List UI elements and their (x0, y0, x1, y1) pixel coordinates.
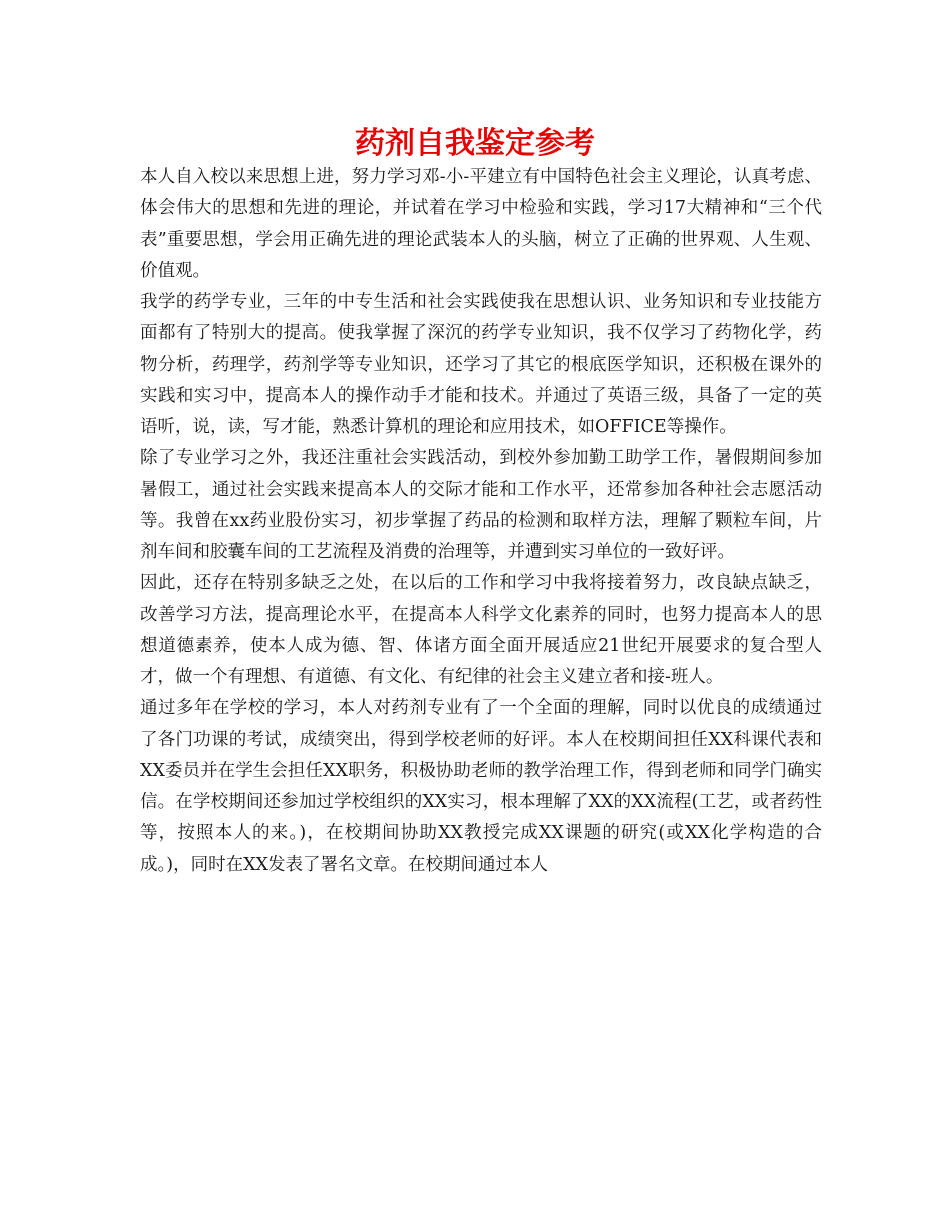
document-title: 药剂自我鉴定参考 (355, 126, 595, 161)
paragraph-2: 我学的药学专业，三年的中专生活和社会实践使我在思想认识、业务知识和专业技能方面都有了特别大的提高。使我掌握了深沉的药学专业知识，我不仅学习了药物化学，药物分析，药理学，药剂学等专业知识，还学习了其它的根底医学知识，还积极在课外的实践和实习中，提高本人的操作动手才能和技术。并通过了英语三级，具备了一定的英语听，说，读，写才能，熟悉计算机的理论和应用技术，如OFFICE等操作。 (140, 292, 822, 437)
paragraph-1: 本人自入校以来思想上进，努力学习邓-小-平建立有中国特色社会主义理论，认真考虑、体会伟大的思想和先进的理论，并试着在学习中检验和实践，学习17大精神和“三个代表”重要思想，学会用正确先进的理论武装本人的头脑，树立了正确的世界观、人生观、价值观。 (140, 167, 822, 281)
paragraph-5: 通过多年在学校的学习，本人对药剂专业有了一个全面的理解，同时以优良的成绩通过了各门功课的考试，成绩突出，得到学校老师的好评。本人在校期间担任XX科课代表和XX委员并在学生会担任XX职务，积极协助老师的教学治理工作，得到老师和同学门确实信。在学校期间还参加过学校组织的XX实习，根本理解了XX的XX流程(工艺，或者药性等，按照本人的来。)，在校期间协助XX教授完成XX课题的研究(或XX化学构造的合成。)，同时在XX发表了署名文章。在校期间通过本人 (140, 698, 822, 875)
document-body (140, 162, 822, 881)
paragraph-4: 因此，还存在特别多缺乏之处，在以后的工作和学习中我将接着努力，改良缺点缺乏，改善学习方法，提高理论水平，在提高本人科学文化素养的同时，也努力提高本人的思想道德素养，使本人成为德、智、体诸方面全面开展适应21世纪开展要求的复合型人才，做一个有理想、有道德、有文化、有纪律的社会主义建立者和接-班人。 (140, 573, 822, 687)
paragraph-3: 除了专业学习之外，我还注重社会实践活动，到校外参加勤工助学工作，暑假期间参加暑假工，通过社会实践来提高本人的交际才能和工作水平，还常参加各种社会志愿活动等。我曾在xx药业股份实习，初步掌握了药品的检测和取样方法，理解了颗粒车间，片剂车间和胶囊车间的工艺流程及消费的治理等，并遭到实习单位的一致好评。 (140, 448, 822, 562)
